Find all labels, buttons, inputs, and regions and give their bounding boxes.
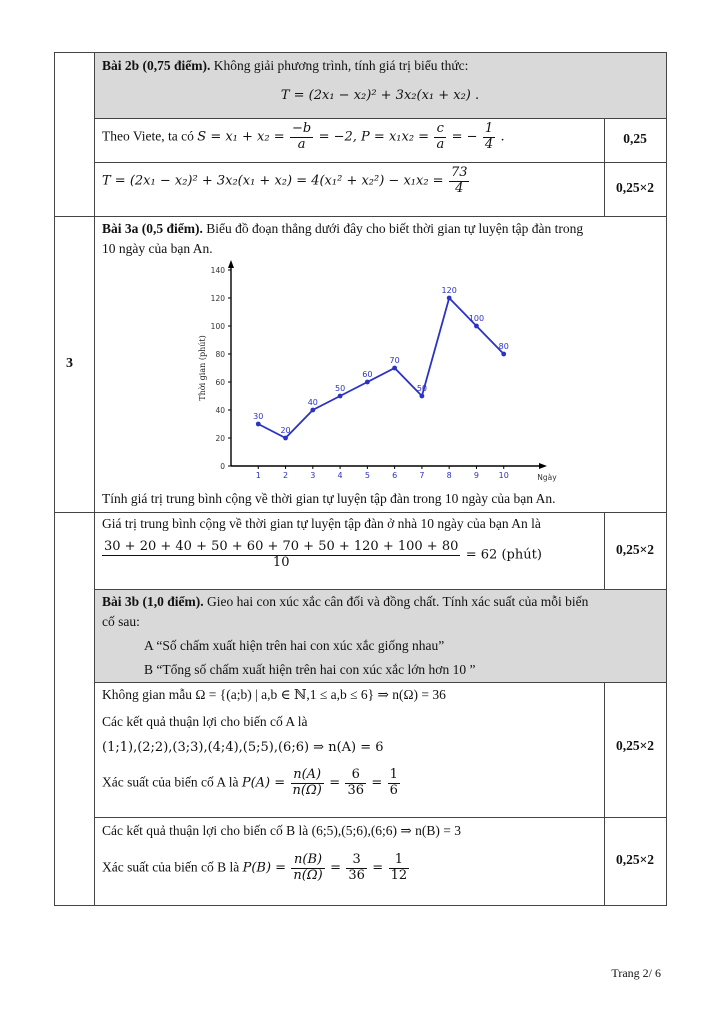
bai2b-title: Bài 2b (0,75 điểm). (102, 58, 211, 73)
prob-a-n1: n(A) (291, 768, 324, 784)
viete-end: . (500, 129, 505, 145)
question-number: 3 (66, 356, 73, 371)
viete-s-result: = −2, P = x₁x₂ = (318, 129, 430, 145)
bai3b-prompt (102, 592, 658, 631)
viete-p-num: c (434, 122, 446, 138)
x-tick-label: 8 (446, 471, 452, 480)
y-tick-label: 40 (215, 406, 225, 415)
fav-a-text: Các kết quả thuận lợi cho biến cố A là (102, 714, 308, 729)
prob-b-d1: n(Ω) (293, 867, 323, 883)
bai3b-prompt-line1: Gieo hai con xúc xắc cân đối và đồng chất. Tính xác suất của mỗi biến (207, 594, 589, 609)
t-expression: T = (2x₁ − x₂)² + 3x₂(x₁ + x₂) = 4(x₁² + x₂²) − x₁x₂ = (102, 173, 444, 189)
prob-b-frac3 (389, 853, 410, 884)
viete-s-num: −b (292, 121, 312, 136)
bai2b-viete-row (102, 122, 602, 153)
viete-p-num2: 1 (484, 121, 494, 136)
practice-time-line-chart (195, 262, 557, 486)
fav-b: Các kết quả thuận lợi cho biến cố B là (6;5),(5;6),(6;6) ⇒ n(B) = 3 (102, 823, 461, 838)
prob-b-n1: n(B) (291, 853, 324, 869)
event-a: A “Số chấm xuất hiện trên hai con xúc xắc giống nhau” (144, 638, 445, 653)
data-point (365, 380, 370, 385)
prob-a-d2: 36 (347, 782, 365, 798)
y-tick-label: 80 (215, 350, 225, 359)
series-line (258, 298, 503, 438)
bai2b-prompt-text: Không giải phương trình, tính giá trị biểu thức: (213, 58, 469, 73)
bai2b-t-row (102, 166, 602, 197)
t-fraction (449, 166, 470, 197)
prob-a-eq1: = (329, 775, 341, 791)
viete-p-fraction2 (483, 122, 495, 153)
bai3a-question: Tính giá trị trung bình cộng về thời gian tự luyện tập đàn trong 10 ngày của bạn An. (102, 491, 556, 506)
viete-p-fraction (434, 122, 446, 153)
data-label: 50 (416, 384, 428, 393)
data-label: 70 (389, 356, 400, 365)
prob-b-frac2 (346, 853, 367, 884)
bai3a-answer-line1: Giá trị trung bình cộng về thời gian tự luyện tập đàn ở nhà 10 ngày của bạn An là (102, 516, 541, 531)
prob-b-eq1: = (330, 860, 341, 876)
prob-b-lhs: P(B) = (242, 860, 287, 876)
mean-fraction (102, 540, 460, 571)
data-point (310, 408, 315, 413)
data-label: 40 (307, 398, 318, 407)
viete-s-fraction (290, 122, 313, 153)
t-num: 73 (450, 165, 468, 180)
x-tick-label: 5 (364, 471, 370, 480)
x-tick-label: 3 (310, 471, 316, 480)
prob-a-d1: n(Ω) (292, 782, 322, 798)
data-label: 120 (441, 286, 457, 295)
data-label: 60 (362, 370, 373, 379)
prob-a-n2: 6 (345, 768, 366, 784)
prob-b-d2: 36 (348, 867, 365, 883)
fav-a: (1;1),(2;2),(3;3),(4;4),(5;5),(6;6) ⇒ n(A) = 6 (102, 740, 384, 755)
prob-b-d3: 12 (390, 867, 408, 883)
prob-a-score: 0,25×2 (615, 738, 655, 753)
prob-b-n2: 3 (346, 853, 367, 869)
bai3a-answer-formula (100, 540, 600, 571)
viete-p-den2: 4 (484, 136, 494, 152)
t-score: 0,25×2 (615, 180, 655, 195)
prob-a-row (102, 768, 402, 799)
x-axis-label: Ngày (537, 473, 557, 482)
bai2b-prompt (102, 56, 602, 76)
data-point (420, 394, 425, 399)
prob-b-score: 0,25×2 (615, 852, 655, 867)
bai3a-prompt (102, 219, 658, 258)
data-point (283, 436, 288, 441)
y-tick-label: 100 (210, 322, 225, 331)
y-tick-label: 140 (210, 266, 225, 275)
viete-text: Theo Viete, ta có (102, 128, 194, 144)
y-tick-label: 60 (215, 378, 225, 387)
prob-a-eq2: = (371, 775, 383, 791)
viete-p-result: = − (451, 129, 478, 145)
prob-b-eq2: = (372, 860, 384, 876)
data-label: 30 (253, 412, 264, 421)
data-point (474, 324, 479, 329)
prob-b-text: Xác suất của biến cố B là (102, 859, 240, 875)
x-tick-label: 10 (498, 471, 509, 480)
prob-a-frac2 (345, 768, 366, 799)
bai3a-title: Bài 3a (0,5 điểm). (102, 221, 203, 236)
x-tick-label: 7 (419, 471, 425, 480)
prob-a-n3: 1 (389, 767, 398, 782)
x-tick-label: 6 (392, 471, 398, 480)
prob-a-frac1 (291, 768, 324, 799)
data-label: 50 (334, 384, 346, 393)
data-point (447, 296, 452, 301)
y-tick-label: 0 (220, 462, 225, 471)
bai3a-prompt-line1: Biểu đồ đoạn thẳng dưới đây cho biết thời gian tự luyện tập đàn trong (206, 221, 584, 236)
data-label: 100 (468, 314, 485, 323)
data-label: 80 (498, 342, 509, 351)
data-label: 20 (280, 426, 291, 435)
prob-b-frac1 (291, 853, 324, 884)
x-axis-arrow (539, 463, 547, 469)
viete-score: 0,25 (623, 131, 647, 146)
prob-a-d3: 6 (389, 782, 398, 798)
t-den: 4 (455, 180, 464, 196)
prob-a-frac3 (388, 768, 400, 799)
viete-s: S = x₁ + x₂ = (197, 129, 285, 145)
mean-result: = 62 (phút) (465, 547, 542, 563)
bai2b-expression: T = (2x₁ − x₂)² + 3x₂(x₁ + x₂) . (280, 88, 480, 103)
prob-a-text: Xác suất của biến cố A là (102, 774, 239, 790)
viete-s-den: a (297, 136, 306, 152)
bai3b-title: Bài 3b (1,0 điểm). (102, 594, 204, 609)
y-axis-label: Thời gian (phút) (198, 335, 207, 401)
mean-num: 30 + 20 + 40 + 50 + 60 + 70 + 50 + 120 + 100 + 80 (104, 539, 459, 554)
data-point (338, 394, 343, 399)
data-point (392, 366, 397, 371)
event-b: B “Tổng số chấm xuất hiện trên hai con xúc xắc lớn hơn 10 ” (144, 662, 476, 677)
data-point (501, 352, 506, 357)
prob-a-lhs: P(A) = (241, 775, 286, 791)
prob-b-row (102, 853, 411, 884)
x-tick-label: 2 (282, 471, 289, 480)
bai3b-prompt-line2: cố sau: (102, 613, 140, 629)
data-point (256, 422, 261, 427)
mean-den: 10 (272, 554, 290, 570)
y-tick-label: 120 (210, 294, 225, 303)
sample-space: Không gian mẫu Ω = {(a;b) | a,b ∈ ℕ,1 ≤ a,b ≤ 6} ⇒ n(Ω) = 36 (102, 687, 446, 702)
page-footer: Trang 2/ 6 (611, 966, 661, 980)
x-tick-label: 9 (473, 471, 480, 480)
bai3a-prompt-line2: 10 ngày của bạn An. (102, 240, 213, 256)
y-axis-arrow (228, 260, 234, 268)
x-tick-label: 1 (255, 471, 261, 480)
y-tick-label: 20 (215, 434, 225, 443)
x-tick-label: 4 (337, 471, 343, 480)
prob-b-n3: 1 (389, 853, 410, 869)
viete-p-den: a (436, 136, 445, 152)
mean-score: 0,25×2 (615, 542, 655, 557)
